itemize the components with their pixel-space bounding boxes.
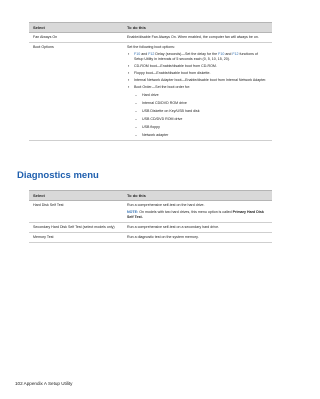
boot-options-table [29, 22, 272, 141]
table-header [29, 22, 272, 33]
note-bold: Primary Hard Disk Self Test. [127, 210, 264, 219]
section-title: Diagnostics menu [17, 170, 99, 181]
boot-options-list [127, 52, 268, 138]
note-label: NOTE: [127, 210, 139, 214]
list-item: – Hard drive [134, 93, 268, 98]
list-item: ▪ CD-ROM boot—Enable/disable boot from CD-ROM. [127, 64, 268, 69]
table-header [29, 190, 272, 201]
list-item [127, 85, 268, 138]
row-description [127, 201, 272, 222]
note-text: On models with two hard drives, this menu option is called [139, 210, 232, 214]
key-f10: F10 [218, 52, 225, 56]
table-row [29, 33, 272, 43]
note [127, 210, 268, 220]
row-description [127, 43, 272, 140]
key-f10: F10 [134, 52, 141, 56]
list-item: ▪ F10 and F12 Delay (seconds)—Set the delay for the F10 and F12 functions of Setup Utility in intervals of 5 seconds each (0, 5, 10, 15, 20). [127, 52, 268, 62]
boot-options-intro: Set the following boot options: [127, 45, 175, 49]
row-description: Run a comprehensive self-test on a secondary hard drive. [127, 225, 220, 229]
header-to-do-this: To do this [127, 193, 146, 198]
table-row [29, 43, 272, 141]
header-select: Select [33, 193, 45, 198]
boot-order-label: Boot Order—Set the boot order for: [134, 85, 191, 89]
list-item: – Internal CD/DVD ROM drive [134, 101, 268, 106]
row-select: Secondary Hard Disk Self Test (select models only) [33, 225, 115, 229]
row-select: Boot Options [33, 45, 54, 49]
header-to-do-this: To do this [127, 25, 146, 30]
boot-order-list [134, 93, 268, 138]
row-select: Memory Test [33, 235, 54, 239]
key-f12: F12 [148, 52, 155, 56]
row-select: Hard Disk Self Test [33, 203, 64, 207]
table-row [29, 223, 272, 233]
diagnostics-table [29, 190, 272, 243]
row-select: Fan Always On [33, 35, 58, 39]
hd-test-desc: Run a comprehensive self-test on the hard drive. [127, 203, 205, 207]
list-item: ▪ Internal Network Adapter boot—Enable/disable boot from Internal Network Adapter. [127, 78, 268, 83]
page-footer: 102 Appendix A Setup Utility [15, 381, 73, 386]
list-item: – USB Diskette on Key/USB hard disk [134, 109, 268, 114]
header-select: Select [33, 25, 45, 30]
table-row [29, 233, 272, 243]
list-item: ▪ Floppy boot—Enable/disable boot from diskette. [127, 71, 268, 76]
row-description: Enable/disable Fan Always On. When enabled, the computer fan will always be on. [127, 35, 259, 39]
key-f12: F12 [232, 52, 239, 56]
list-item: – USB floppy [134, 125, 268, 130]
list-item: – Network adapter [134, 133, 268, 138]
list-item: – USB CD/DVD ROM drive [134, 117, 268, 122]
table-row [29, 201, 272, 223]
row-description: Run a diagnostic test on the system memory. [127, 235, 199, 239]
